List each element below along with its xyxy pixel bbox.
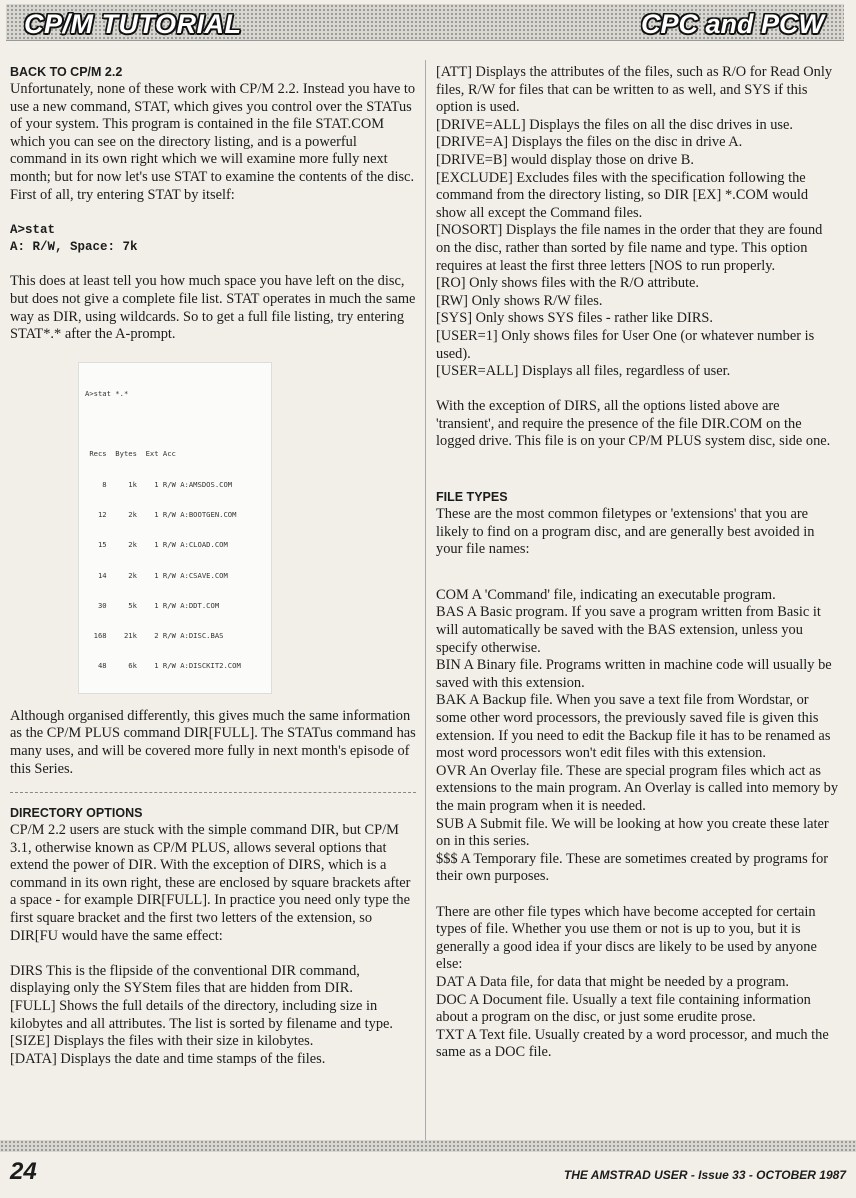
listing-line <box>85 692 265 694</box>
code-line: A>stat <box>10 222 56 237</box>
option-item: [DRIVE=A] Displays the files on the disc in drive A. <box>436 134 743 151</box>
option-item: [DRIVE=B] would display those on drive B. <box>436 151 694 168</box>
listing-line: Recs Bytes Ext Acc <box>85 449 176 459</box>
listing-line: 48 6k 1 R/W A:DISCKIT2.COM <box>85 661 241 671</box>
paragraph: These are the most common filetypes or 'extensions' that you are likely to find on a program disc, and are generally best avoided in your file names: <box>436 506 815 558</box>
section-divider <box>10 792 416 793</box>
listing-line: 14 2k 1 R/W A:CSAVE.COM <box>85 570 228 580</box>
listing-line: 30 5k 1 R/W A:DDT.COM <box>85 600 220 610</box>
option-item: [ATT] Displays the attributes of the files, such as R/O for Read Only files, R/W for files that can be written to as well, and SYS if this option is used. <box>436 64 833 116</box>
left-column <box>10 64 416 1068</box>
filetype-item: BAS A Basic program. If you save a program written from Basic it will automatically be saved with the BAS extension, unless you specify otherwise. <box>436 604 821 656</box>
option-dirs: DIRS This is the flipside of the conventional DIR command, displaying only the SYStem files that are hidden from DIR. <box>10 962 360 997</box>
listing-line: A>stat *.* <box>85 388 129 398</box>
listing-line: 168 21k 2 R/W A:DISC.BAS <box>85 631 224 641</box>
filetype-item: TXT A Text file. Usually created by a word processor, and much the same as a DOC file. <box>436 1026 829 1061</box>
filetype-item: DOC A Document file. Usually a text file containing information about a program on the disc, or just some erudite prose. <box>436 991 811 1026</box>
option-item: [NOSORT] Displays the file names in the order that they are found on the disc, rather than sorted by file name and type. This option requires at least the first three letters [NOS to run properly. <box>436 222 823 274</box>
paragraph: Although organised differently, this gives much the same information as the CP/M PLUS command DIR[FULL]. The STATus command has many uses, and will be covered more fully in next month's episode of this Series. <box>10 707 416 777</box>
filetype-item: DAT A Data file, for data that might be needed by a program. <box>436 973 789 990</box>
column-divider <box>425 60 426 1140</box>
option-item: [SYS] Only shows SYS files - rather like DIRS. <box>436 310 714 327</box>
section-heading-back-to-cpm: BACK TO CP/M 2.2 <box>10 65 123 79</box>
header-subtitle: CPC and PCW <box>640 9 824 39</box>
listing-line <box>85 419 265 429</box>
option-data: [DATA] Displays the date and time stamps of the files. <box>10 1050 326 1067</box>
stat-listing-screenshot <box>78 362 272 694</box>
option-item: [RO] Only shows files with the R/O attribute. <box>436 275 700 292</box>
filetype-item: COM A 'Command' file, indicating an executable program. <box>436 586 776 603</box>
option-item: [DRIVE=ALL] Displays the files on all the disc drives in use. <box>436 116 794 133</box>
filetype-item: BAK A Backup file. When you save a text file from Wordstar, or some other word processors, the previously saved file is given this extension. If you need to edit the Backup file it has to be renamed as most word processors won't edit files with this extension. <box>436 692 831 762</box>
filetype-item: $$$ A Temporary file. These are sometimes created by programs for their own purposes. <box>436 850 829 885</box>
footer-credit: THE AMSTRAD USER - Issue 33 - OCTOBER 1987 <box>563 1168 846 1182</box>
option-item: [RW] Only shows R/W files. <box>436 292 603 309</box>
paragraph: CP/M 2.2 users are stuck with the simple command DIR, but CP/M 3.1, otherwise known as CP/M PLUS, allows several options that extend the power of DIR. With the exception of DIRS, which is a command in its own right, these are enclosed by square brackets after a space - for example DIR[FULL]. In practice you need only type the first square bracket and the first two letters of the extension, so DIR[FU would have the same effect: <box>10 822 411 944</box>
listing-line: 15 2k 1 R/W A:CLOAD.COM <box>85 540 228 550</box>
listing-line: 12 2k 1 R/W A:BOOTGEN.COM <box>85 510 237 520</box>
header-title: CP/M TUTORIAL <box>24 9 242 39</box>
filetype-item: BIN A Binary file. Programs written in machine code will usually be saved with this extension. <box>436 657 832 691</box>
filetype-item: OVR An Overlay file. These are special program files which act as extensions to the main program. An Overlay is called into memory by the main program when it is needed. <box>436 762 839 814</box>
header-band <box>6 4 844 41</box>
option-item: [EXCLUDE] Excludes files with the specification following the command from the directory listing, so DIR [EX] *.COM would show all except the Command files. <box>436 169 809 221</box>
paragraph: With the exception of DIRS, all the options listed above are 'transient', and require the presence of the file DIR.COM on the logged drive. This file is on your CP/M PLUS system disc, side one. <box>436 398 831 450</box>
right-column <box>436 64 840 1062</box>
paragraph: There are other file types which have become accepted for certain types of file. Whether you use them or not is up to you, but it is generally a good idea if your discs are likely to be used by anyone else: <box>436 903 817 973</box>
filetype-item: SUB A Submit file. We will be looking at how you create these later on in this series. <box>436 815 829 850</box>
option-full: [FULL] Shows the full details of the directory, including size in kilobytes and all attributes. The list is sorted by filename and type. <box>10 998 394 1032</box>
footer-band <box>0 1140 856 1152</box>
option-item: [USER=1] Only shows files for User One (or whatever number is used). <box>436 327 815 362</box>
paragraph: Unfortunately, none of these work with CP/M 2.2. Instead you have to use a new command, STAT, which gives you control over the STATus of your system. This program is contained in the file STAT.COM which you can see on the directory listing, and is a powerful command in its own right which we will examine more fully next month; but for now let's use STAT to examine the contents of the disc. First of all, try entering STAT by itself: <box>10 81 416 203</box>
option-size: [SIZE] Displays the files with their size in kilobytes. <box>10 1033 314 1050</box>
code-line: A: R/W, Space: 7k <box>10 239 138 254</box>
listing-line: 8 1k 1 R/W A:AMSDOS.COM <box>85 479 233 489</box>
paragraph: This does at least tell you how much space you have left on the disc, but does not give a complete file list. STAT operates in much the same way as DIR, using wildcards. So to get a full file listing, try entering STAT*.* after the A-prompt. <box>10 273 416 343</box>
option-item: [USER=ALL] Displays all files, regardless of user. <box>436 363 731 380</box>
section-heading-file-types: FILE TYPES <box>436 490 508 505</box>
section-heading-directory-options: DIRECTORY OPTIONS <box>10 806 143 821</box>
page-number: 24 <box>10 1158 37 1185</box>
